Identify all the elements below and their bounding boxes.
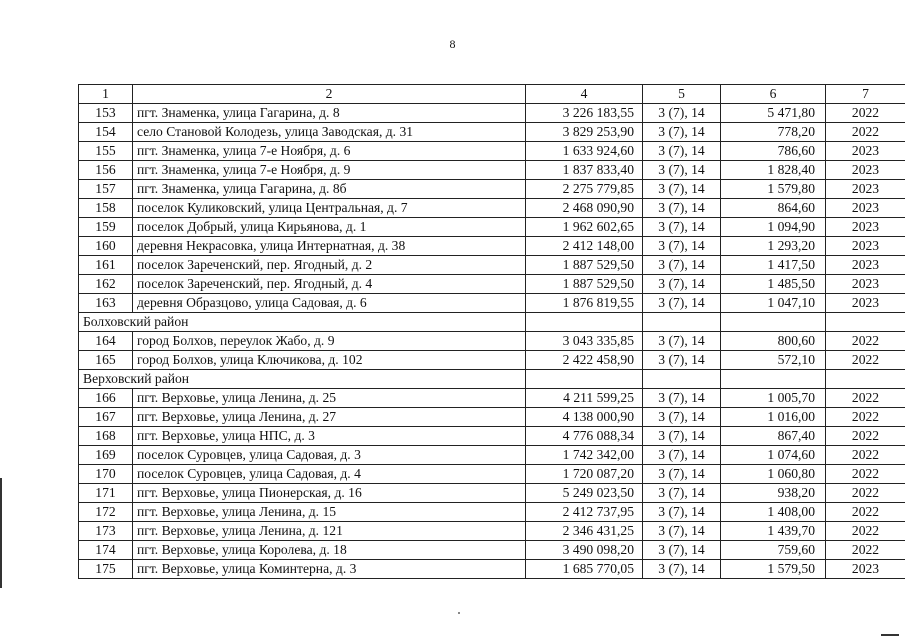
cost-cell: 2 412 148,00 <box>526 237 643 256</box>
scan-dot-mark <box>458 612 460 614</box>
table-row <box>79 560 905 579</box>
scan-edge-mark <box>0 478 2 588</box>
table-row <box>79 408 905 427</box>
year-cell: 2022 <box>826 351 905 370</box>
code-cell: 3 (7), 14 <box>643 484 721 503</box>
code-cell: 3 (7), 14 <box>643 522 721 541</box>
address-cell: пгт. Знаменка, улица 7-е Ноября, д. 9 <box>133 161 526 180</box>
table-row <box>79 484 905 503</box>
cost-cell: 1 876 819,55 <box>526 294 643 313</box>
empty-cell <box>826 313 905 332</box>
cost-cell: 3 226 183,55 <box>526 104 643 123</box>
row-number-cell: 175 <box>79 560 133 579</box>
empty-cell <box>643 370 721 389</box>
year-cell: 2023 <box>826 142 905 161</box>
area-cell: 1 417,50 <box>721 256 826 275</box>
table-row <box>79 541 905 560</box>
area-cell: 1 579,50 <box>721 560 826 579</box>
address-cell: город Болхов, переулок Жабо, д. 9 <box>133 332 526 351</box>
code-cell: 3 (7), 14 <box>643 237 721 256</box>
address-cell: пгт. Верховье, улица Ленина, д. 27 <box>133 408 526 427</box>
area-cell: 5 471,80 <box>721 104 826 123</box>
row-number-cell: 172 <box>79 503 133 522</box>
code-cell: 3 (7), 14 <box>643 275 721 294</box>
row-number-cell: 160 <box>79 237 133 256</box>
year-cell: 2023 <box>826 161 905 180</box>
code-cell: 3 (7), 14 <box>643 427 721 446</box>
row-number-cell: 164 <box>79 332 133 351</box>
table-row <box>79 332 905 351</box>
column-header-6: 6 <box>721 85 826 104</box>
year-cell: 2023 <box>826 237 905 256</box>
area-cell: 1 579,80 <box>721 180 826 199</box>
row-number-cell: 162 <box>79 275 133 294</box>
area-cell: 800,60 <box>721 332 826 351</box>
table-row <box>79 180 905 199</box>
column-header-5: 5 <box>643 85 721 104</box>
cost-cell: 2 468 090,90 <box>526 199 643 218</box>
register-table <box>78 84 905 579</box>
empty-cell <box>526 370 643 389</box>
cost-cell: 3 490 098,20 <box>526 541 643 560</box>
cost-cell: 1 742 342,00 <box>526 446 643 465</box>
area-cell: 1 060,80 <box>721 465 826 484</box>
address-cell: деревня Некрасовка, улица Интернатная, д. 38 <box>133 237 526 256</box>
cost-cell: 3 829 253,90 <box>526 123 643 142</box>
table-row <box>79 389 905 408</box>
address-cell: село Становой Колодезь, улица Заводская, д. 31 <box>133 123 526 142</box>
area-cell: 1 485,50 <box>721 275 826 294</box>
year-cell: 2022 <box>826 389 905 408</box>
empty-cell <box>526 313 643 332</box>
table-row <box>79 218 905 237</box>
code-cell: 3 (7), 14 <box>643 180 721 199</box>
cost-cell: 2 422 458,90 <box>526 351 643 370</box>
code-cell: 3 (7), 14 <box>643 199 721 218</box>
row-number-cell: 159 <box>79 218 133 237</box>
table-body <box>79 104 905 579</box>
area-cell: 864,60 <box>721 199 826 218</box>
district-row <box>79 370 905 389</box>
area-cell: 1 047,10 <box>721 294 826 313</box>
table-row <box>79 275 905 294</box>
table-row <box>79 237 905 256</box>
address-cell: поселок Куликовский, улица Центральная, д. 7 <box>133 199 526 218</box>
code-cell: 3 (7), 14 <box>643 465 721 484</box>
row-number-cell: 153 <box>79 104 133 123</box>
row-number-cell: 154 <box>79 123 133 142</box>
address-cell: пгт. Верховье, улица Коминтерна, д. 3 <box>133 560 526 579</box>
table-row <box>79 351 905 370</box>
year-cell: 2022 <box>826 123 905 142</box>
address-cell: поселок Зареченский, пер. Ягодный, д. 4 <box>133 275 526 294</box>
address-cell: пгт. Верховье, улица НПС, д. 3 <box>133 427 526 446</box>
code-cell: 3 (7), 14 <box>643 256 721 275</box>
area-cell: 1 016,00 <box>721 408 826 427</box>
row-number-cell: 170 <box>79 465 133 484</box>
address-cell: пгт. Верховье, улица Королева, д. 18 <box>133 541 526 560</box>
cost-cell: 1 633 924,60 <box>526 142 643 161</box>
code-cell: 3 (7), 14 <box>643 104 721 123</box>
row-number-cell: 166 <box>79 389 133 408</box>
district-label: Болховский район <box>79 313 526 332</box>
area-cell: 1 094,90 <box>721 218 826 237</box>
address-cell: пгт. Верховье, улица Ленина, д. 15 <box>133 503 526 522</box>
cost-cell: 1 962 602,65 <box>526 218 643 237</box>
code-cell: 3 (7), 14 <box>643 142 721 161</box>
area-cell: 867,40 <box>721 427 826 446</box>
code-cell: 3 (7), 14 <box>643 389 721 408</box>
table-row <box>79 522 905 541</box>
row-number-cell: 161 <box>79 256 133 275</box>
row-number-cell: 171 <box>79 484 133 503</box>
address-cell: пгт. Верховье, улица Пионерская, д. 16 <box>133 484 526 503</box>
address-cell: пгт. Верховье, улица Ленина, д. 25 <box>133 389 526 408</box>
table-row <box>79 256 905 275</box>
year-cell: 2022 <box>826 541 905 560</box>
row-number-cell: 157 <box>79 180 133 199</box>
district-label: Верховский район <box>79 370 526 389</box>
cost-cell: 3 043 335,85 <box>526 332 643 351</box>
area-cell: 1 828,40 <box>721 161 826 180</box>
cost-cell: 2 275 779,85 <box>526 180 643 199</box>
table-row <box>79 142 905 161</box>
code-cell: 3 (7), 14 <box>643 351 721 370</box>
table-row <box>79 123 905 142</box>
table-row <box>79 446 905 465</box>
code-cell: 3 (7), 14 <box>643 161 721 180</box>
table-row <box>79 199 905 218</box>
address-cell: поселок Добрый, улица Кирьянова, д. 1 <box>133 218 526 237</box>
year-cell: 2023 <box>826 275 905 294</box>
code-cell: 3 (7), 14 <box>643 408 721 427</box>
column-header-4: 4 <box>526 85 643 104</box>
cost-cell: 4 138 000,90 <box>526 408 643 427</box>
year-cell: 2023 <box>826 218 905 237</box>
cost-cell: 1 720 087,20 <box>526 465 643 484</box>
row-number-cell: 156 <box>79 161 133 180</box>
area-cell: 938,20 <box>721 484 826 503</box>
empty-cell <box>721 370 826 389</box>
table-header-row <box>79 85 905 104</box>
row-number-cell: 169 <box>79 446 133 465</box>
year-cell: 2022 <box>826 446 905 465</box>
address-cell: пгт. Верховье, улица Ленина, д. 121 <box>133 522 526 541</box>
page-number: 8 <box>449 37 456 51</box>
year-cell: 2023 <box>826 256 905 275</box>
area-cell: 759,60 <box>721 541 826 560</box>
code-cell: 3 (7), 14 <box>643 560 721 579</box>
address-cell: деревня Образцово, улица Садовая, д. 6 <box>133 294 526 313</box>
year-cell: 2022 <box>826 332 905 351</box>
address-cell: поселок Суровцев, улица Садовая, д. 3 <box>133 446 526 465</box>
area-cell: 1 074,60 <box>721 446 826 465</box>
row-number-cell: 158 <box>79 199 133 218</box>
address-cell: пгт. Знаменка, улица 7-е Ноября, д. 6 <box>133 142 526 161</box>
year-cell: 2023 <box>826 294 905 313</box>
empty-cell <box>643 313 721 332</box>
row-number-cell: 174 <box>79 541 133 560</box>
row-number-cell: 167 <box>79 408 133 427</box>
row-number-cell: 165 <box>79 351 133 370</box>
area-cell: 786,60 <box>721 142 826 161</box>
code-cell: 3 (7), 14 <box>643 503 721 522</box>
table-row <box>79 161 905 180</box>
address-cell: город Болхов, улица Ключикова, д. 102 <box>133 351 526 370</box>
year-cell: 2023 <box>826 199 905 218</box>
scan-corner-mark <box>881 634 899 636</box>
cost-cell: 2 412 737,95 <box>526 503 643 522</box>
year-cell: 2022 <box>826 427 905 446</box>
year-cell: 2023 <box>826 560 905 579</box>
cost-cell: 5 249 023,50 <box>526 484 643 503</box>
year-cell: 2022 <box>826 484 905 503</box>
code-cell: 3 (7), 14 <box>643 541 721 560</box>
code-cell: 3 (7), 14 <box>643 446 721 465</box>
year-cell: 2022 <box>826 503 905 522</box>
column-header-1: 1 <box>79 85 133 104</box>
table-row <box>79 465 905 484</box>
cost-cell: 1 887 529,50 <box>526 275 643 294</box>
row-number-cell: 168 <box>79 427 133 446</box>
district-row <box>79 313 905 332</box>
area-cell: 1 439,70 <box>721 522 826 541</box>
cost-cell: 1 685 770,05 <box>526 560 643 579</box>
year-cell: 2022 <box>826 104 905 123</box>
area-cell: 1 005,70 <box>721 389 826 408</box>
address-cell: поселок Суровцев, улица Садовая, д. 4 <box>133 465 526 484</box>
cost-cell: 2 346 431,25 <box>526 522 643 541</box>
area-cell: 1 293,20 <box>721 237 826 256</box>
code-cell: 3 (7), 14 <box>643 123 721 142</box>
year-cell: 2023 <box>826 180 905 199</box>
year-cell: 2022 <box>826 408 905 427</box>
table-row <box>79 104 905 123</box>
address-cell: поселок Зареченский, пер. Ягодный, д. 2 <box>133 256 526 275</box>
table-row <box>79 294 905 313</box>
row-number-cell: 155 <box>79 142 133 161</box>
address-cell: пгт. Знаменка, улица Гагарина, д. 8б <box>133 180 526 199</box>
row-number-cell: 173 <box>79 522 133 541</box>
area-cell: 778,20 <box>721 123 826 142</box>
cost-cell: 4 211 599,25 <box>526 389 643 408</box>
column-header-2: 2 <box>133 85 526 104</box>
cost-cell: 1 837 833,40 <box>526 161 643 180</box>
code-cell: 3 (7), 14 <box>643 218 721 237</box>
area-cell: 572,10 <box>721 351 826 370</box>
cost-cell: 1 887 529,50 <box>526 256 643 275</box>
address-cell: пгт. Знаменка, улица Гагарина, д. 8 <box>133 104 526 123</box>
row-number-cell: 163 <box>79 294 133 313</box>
column-header-7: 7 <box>826 85 905 104</box>
year-cell: 2022 <box>826 465 905 484</box>
empty-cell <box>826 370 905 389</box>
code-cell: 3 (7), 14 <box>643 332 721 351</box>
empty-cell <box>721 313 826 332</box>
cost-cell: 4 776 088,34 <box>526 427 643 446</box>
area-cell: 1 408,00 <box>721 503 826 522</box>
code-cell: 3 (7), 14 <box>643 294 721 313</box>
year-cell: 2022 <box>826 522 905 541</box>
table-row <box>79 503 905 522</box>
table-row <box>79 427 905 446</box>
